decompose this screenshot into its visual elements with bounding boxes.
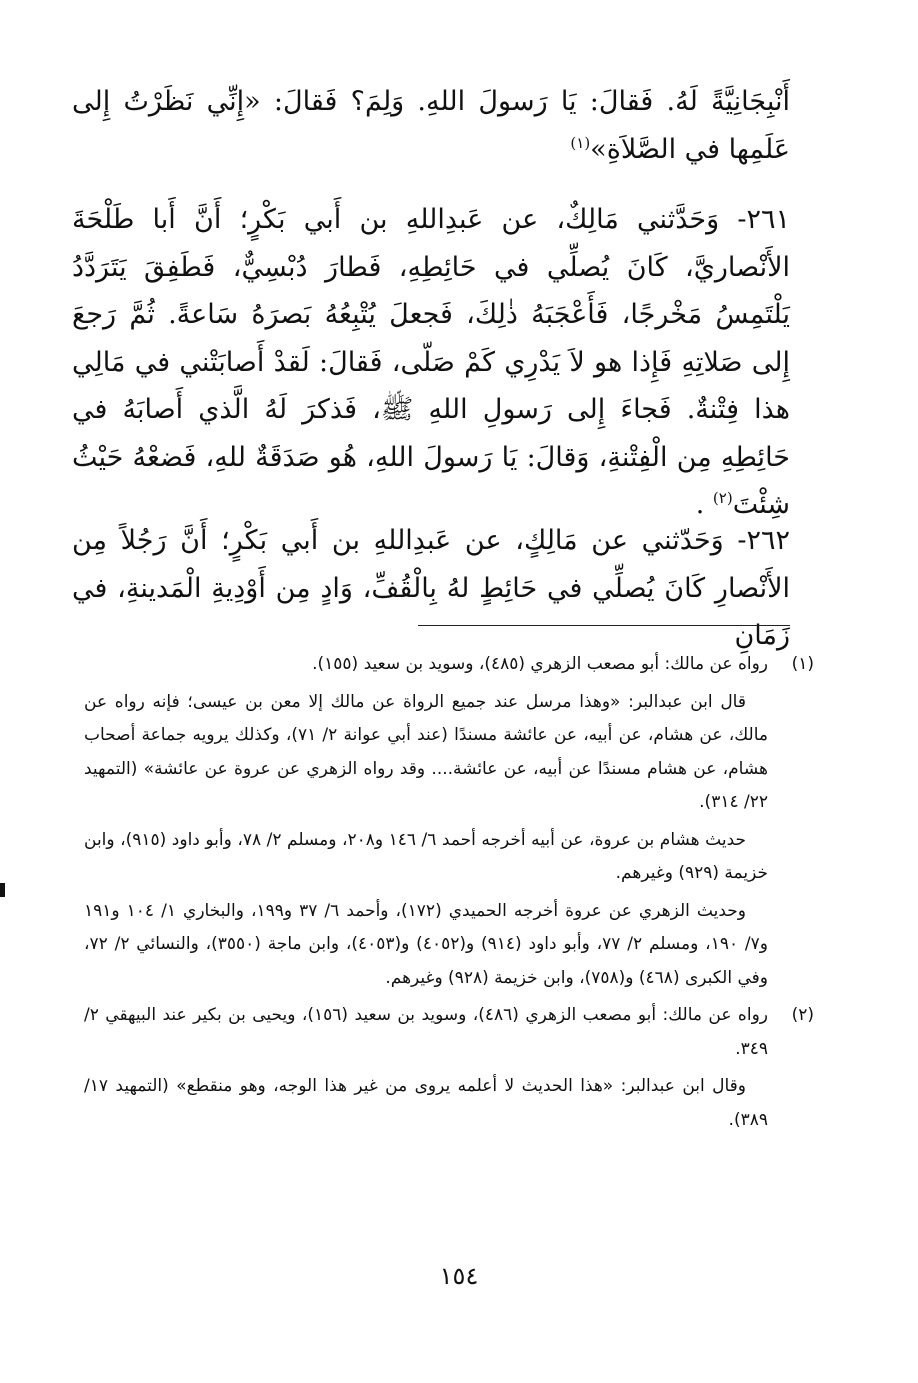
hadith-261-tail: . (695, 489, 705, 520)
footnote-2-paragraph: وقال ابن عبدالبر: «هذا الحديث لا أعلمه يروى من غير هذا الوجه، وهو منقطع» (التمهيد ١٧/ ٣٨٩). (84, 1076, 768, 1130)
footnote-2-body (84, 999, 768, 1141)
hadith-continuation (72, 78, 790, 173)
footnote-1-paragraph: حديث هشام بن عروة، عن أبيه أخرجه أحمد ٦/ ١٤٦ و٢٠٨، ومسلم ٢/ ٧٨، وأبو داود (٩١٥)، وابن خزيمة (٩٢٩) وغيرهم. (84, 829, 768, 883)
footnote-reference-1[interactable]: (١) (570, 133, 591, 152)
hadith-262 (72, 517, 790, 660)
footnote-1-paragraph: رواه عن مالك: أبو مصعب الزهري (٤٨٥)، وسويد بن سعيد (١٥٥). (312, 654, 768, 674)
hadith-261-text: وَحَدَّثني مَالِكٌ، عن عَبدِاللهِ بن أَبي بَكْرٍ؛ أَنَّ أَبا طَلْحَةَ الأَنْصاريَّ، كَانَ يُصلِّي في حَائِطِهِ، فَطارَ دُبْسِيٌّ، فَطَفِقَ يَتَرَدَّدُ يَلْتَمِسُ مَخْرجًا، فَأَعْجَبَهُ ذٰلِكَ، فَجعلَ يُتْبِعُهُ بَصرَهُ سَاعةً. ثُمَّ رَجعَ إِلى صَلاتِهِ فَإِذا هو لاَ يَدْرِي كَمْ صَلّى، فَقالَ: لَقدْ أَصابَتْني في مَالِي هذا فِتْنةٌ. فَجاءَ إِلى رَسولِ اللهِ ﷺ، فَذكرَ لَهُ الَّذي أَصابَهُ في حَائِطِهِ مِن الْفِتْنةِ، وَقالَ: يَا رَسولَ اللهِ، هُو صَدَقَةٌ للهِ، فَضعْهُ حَيْثُ شِئْتَ (72, 204, 790, 520)
footnote-number-2: (٢) (791, 1005, 814, 1025)
footnote-1-paragraph: وحديث الزهري عن عروة أخرجه الحميدي (١٧٢)، وأحمد ٦/ ٣٧ و١٩٩، والبخاري ١/ ١٠٤ و١٩١ و٧/ ١٩٠، ومسلم ٢/ ٧٧، وأبو داود (٩١٤) و(٤٠٥٢) و(٤٠٥٣)، وابن ماجة (٣٥٥٠)، والنسائي ٢/ ٧٢، وفي الكبرى (٤٦٨) و(٧٥٨)، وابن خزيمة (٩٢٨) وغيرهم. (84, 900, 769, 988)
footnote-1-paragraph: قال ابن عبدالبر: «وهذا مرسل عند جميع الرواة عن مالك إلا معن بن عيسى؛ فإنه رواه عن مالك، عن هشام، عن أبيه، عن عائشة مسندًا (عند أبي عوانة ٢/ ٧١)، وكذلك يرويه جماعة أصحاب هشام، عن هشام مسندًا عن أبيه، عن عائشة.... وقد رواه الزهري عن عروة عن عائشة» (التمهيد ٢٢/ ٣١٤). (84, 691, 768, 812)
footnote-separator (418, 625, 790, 626)
footnote-2-paragraph: رواه عن مالك: أبو مصعب الزهري (٤٨٦)، وسويد بن سعيد (١٥٦)، ويحيى بن بكير عند البيهقي ٢/ ٣٤٩. (84, 1005, 768, 1059)
footnote-1-body (84, 648, 768, 999)
footnotes-section (84, 648, 814, 1141)
hadith-261 (72, 196, 790, 529)
hadith-number-262: ٢٦٢- (737, 525, 790, 556)
footnote-reference-2[interactable]: (٢) (712, 489, 733, 507)
page-number: ١٥٤ (439, 1262, 479, 1290)
footnote-1 (84, 648, 814, 999)
continuation-text: أَنْبِجَانِيَّةً لَهُ. فَقالَ: يَا رَسولَ اللهِ. وَلِمَ؟ فَقالَ: «إِنِّي نَظَرْتُ إِلى عَلَمِها في الصَّلاَةِ» (72, 86, 790, 165)
footnote-2 (84, 999, 814, 1141)
hadith-number-261: ٢٦١- (737, 204, 790, 235)
hadith-262-text: وَحَدّثني عن مَالِكٍ، عن عَبدِاللهِ بن أَبي بَكْرٍ؛ أَنَّ رَجُلاً مِن الأَنْصارِ كَانَ يُصلِّي في حَائِطٍ لهُ بِالْقُفِّ، وَادٍ مِن أَوْدِيةِ الْمَدينةِ، في زَمَانِ (72, 525, 790, 651)
margin-mark (0, 883, 5, 897)
footnote-number-1: (١) (791, 654, 814, 674)
